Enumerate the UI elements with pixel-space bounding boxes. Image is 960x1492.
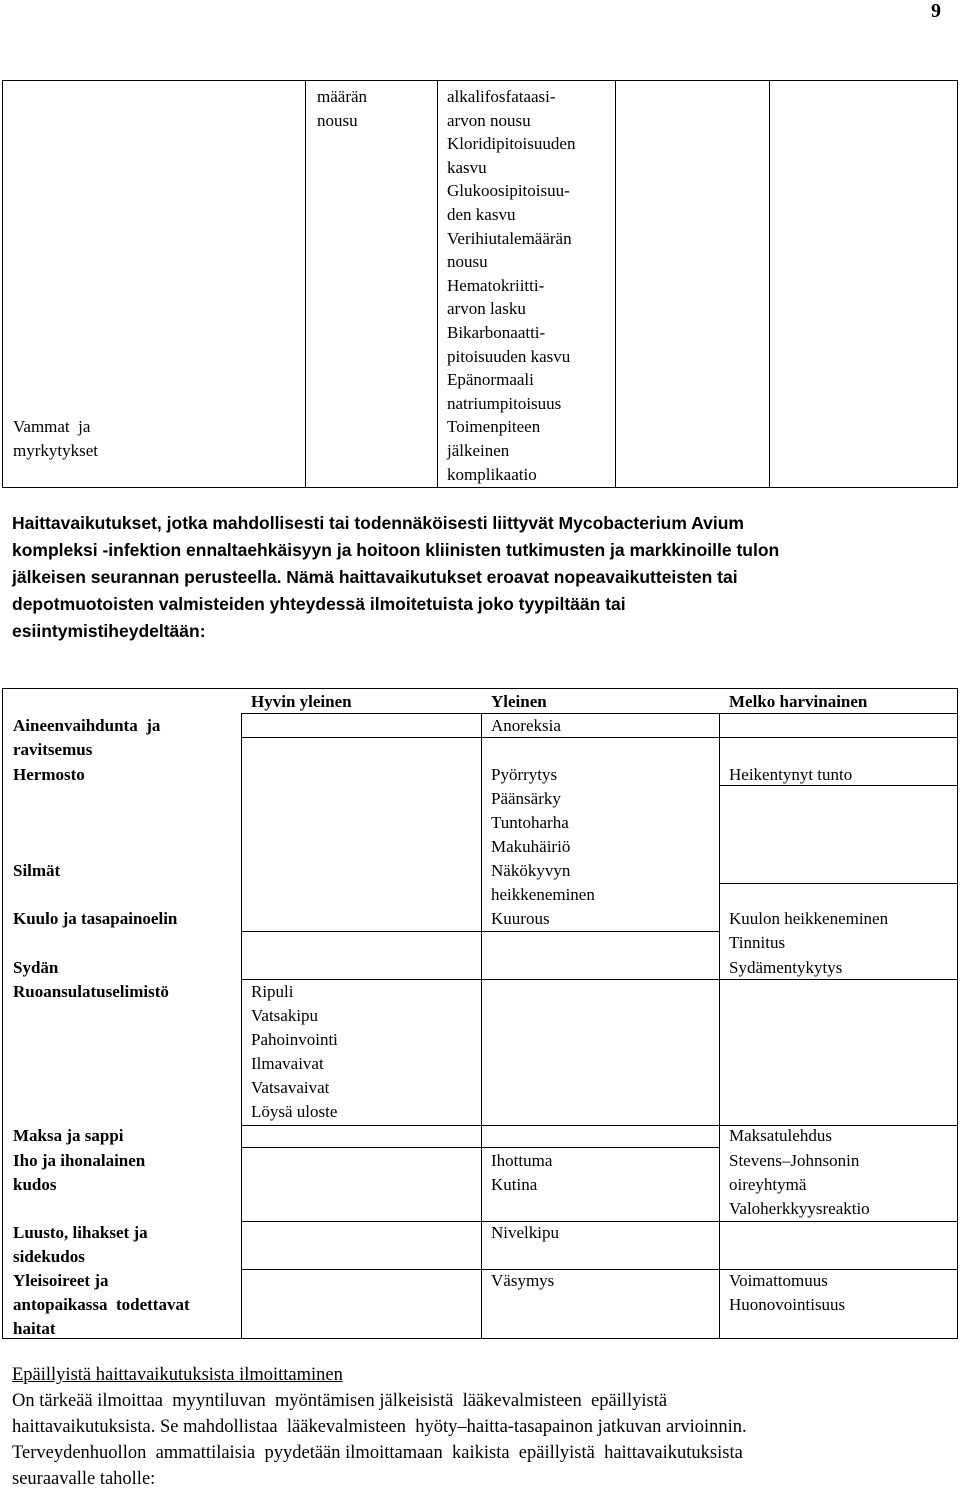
adverse-effects-frequency-table: [2, 688, 958, 1339]
cell-uncommon: Sydämentykytys: [729, 958, 843, 977]
row-divider: [241, 979, 957, 980]
category-nervous-system: Hermosto: [13, 765, 85, 784]
cell-uncommon: Kuulon heikkeneminen Tinnitus: [729, 909, 889, 952]
mac-adverse-effects-intro: [12, 510, 948, 645]
row-divider: [241, 1147, 719, 1148]
category-eyes: Silmät: [13, 861, 61, 880]
cell-common: Ihottuma Kutina: [491, 1151, 553, 1194]
page-number: 9: [931, 0, 941, 22]
column-divider: [241, 713, 242, 1339]
category-general: Yleisoireet ja antopaikassa todettavat haitat: [13, 1271, 190, 1338]
row-divider: [241, 931, 719, 932]
category-injuries: Vammat ja myrkytykset: [13, 417, 98, 460]
category-metabolism: Aineenvaihdunta ja ravitsemus: [13, 716, 161, 759]
reporting-line: haittavaikutuksista. Se mahdollistaa lääkevalmisteen hyöty–haitta-tasapainon jatkuvan arvioinnin.: [12, 1417, 747, 1437]
column-divider: [481, 713, 482, 1339]
category-skin: Iho ja ihonalainen kudos: [13, 1151, 146, 1194]
reporting-heading: Epäillyistä haittavaikutuksista ilmoittaminen: [12, 1365, 343, 1385]
category-gastrointestinal: Ruoansulatuselimistö: [13, 982, 169, 1001]
row-divider: [241, 713, 957, 714]
cell-uncommon: Voimattomuus Huonovointisuus: [729, 1271, 846, 1314]
cell-uncommon: Stevens–Johnsonin oireyhtymä Valoherkkyysreaktio: [729, 1151, 870, 1218]
cell-very-common: Ripuli Vatsakipu Pahoinvointi Ilmavaivat Vatsavaivat Löysä uloste: [251, 982, 338, 1121]
column-divider: [437, 81, 438, 487]
paragraph-line: depotmuotoisten valmisteiden yhteydessä ilmoitetuista joko tyypiltään tai: [12, 594, 626, 614]
paragraph-line: esiintymistiheydeltään:: [12, 621, 206, 641]
row-divider: [241, 1221, 957, 1222]
row-divider: [241, 1125, 957, 1126]
category-ear: Kuulo ja tasapainoelin: [13, 909, 178, 928]
paragraph-line: Haittavaikutukset, jotka mahdollisesti tai todennäköisesti liittyvät Mycobacterium Avium: [12, 513, 744, 533]
header-uncommon: Melko harvinainen: [729, 692, 868, 711]
column-divider: [769, 81, 770, 487]
reporting-line: Terveydenhuollon ammattilaisia pyydetään ilmoittamaan kaikista epäillyistä haittavaikutuksista: [12, 1443, 743, 1463]
row-divider: [241, 1269, 957, 1270]
column-divider: [615, 81, 616, 487]
cell-common: Pyörrytys Päänsärky Tuntoharha Makuhäiriö: [491, 765, 571, 856]
column-divider: [305, 81, 306, 487]
cell-common: Kuurous: [491, 909, 550, 928]
cell-increase: määrän nousu: [317, 87, 368, 130]
row-divider: [719, 785, 957, 786]
reporting-line: seuraavalle taholle:: [12, 1469, 156, 1489]
row-divider: [241, 737, 957, 738]
category-musculoskeletal: Luusto, lihakset ja sidekudos: [13, 1223, 148, 1266]
header-very-common: Hyvin yleinen: [251, 692, 352, 711]
cell-uncommon: Maksatulehdus: [729, 1126, 832, 1145]
category-heart: Sydän: [13, 958, 59, 977]
lab-findings-table: [2, 80, 958, 488]
paragraph-line: kompleksi -infektion ennaltaehkäisyyn ja hoitoon kliinisten tutkimusten ja markkinoille tulon: [12, 540, 780, 560]
reporting-section: [12, 1362, 747, 1492]
category-liver: Maksa ja sappi: [13, 1126, 124, 1145]
cell-common: Anoreksia: [491, 716, 561, 735]
cell-common: Nivelkipu: [491, 1223, 559, 1242]
row-divider: [719, 883, 957, 884]
cell-common: Väsymys: [491, 1271, 555, 1290]
reporting-line: On tärkeää ilmoittaa myyntiluvan myöntämisen jälkeisistä lääkevalmisteen epäillyistä: [12, 1391, 668, 1411]
column-divider: [719, 713, 720, 1339]
paragraph-line: jälkeisen seurannan perusteella. Nämä haittavaikutukset eroavat nopeavaikutteisten tai: [12, 567, 738, 587]
cell-common: Näkökyvyn heikkeneminen: [491, 861, 595, 904]
header-common: Yleinen: [491, 692, 547, 711]
cell-lab-findings-list: alkalifosfataasi- arvon nousu Kloridipitoisuuden kasvu Glukoosipitoisuu- den kasvu Verihiutalemäärän nousu Hematokriitti- arvon lasku Bikarbonaatti- pitoisuuden kasvu Epänormaali natriumpitoisuus Toimenpiteen jälkeinen komplikaatio: [447, 87, 576, 484]
cell-uncommon: Heikentynyt tunto: [729, 765, 853, 784]
